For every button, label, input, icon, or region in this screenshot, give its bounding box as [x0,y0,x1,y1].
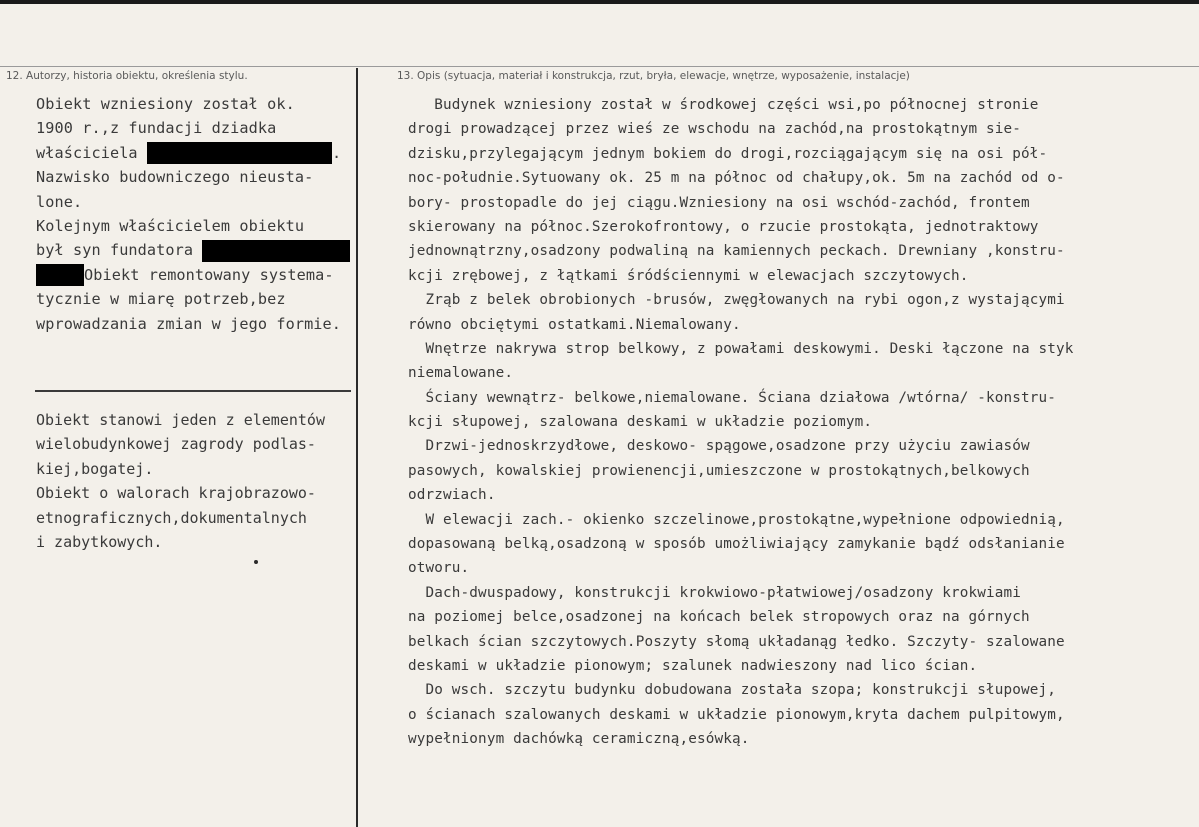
history-line: Nazwisko budowniczego nieusta- [36,168,314,187]
history-line-text: Obiekt remontowany systema- [84,265,334,284]
assessment-line: kiej,bogatej. [36,459,154,478]
description-line: Drzwi-jednoskrzydłowe, deskowo- spągowe,osadzone przy użyciu zawiasów [408,438,1030,455]
redaction-bar [147,142,332,164]
column-divider [356,68,358,827]
description-line: W elewacji zach.- okienko szczelinowe,prostokątne,wypełnione odpowiednią, [408,511,1065,528]
section-13-header: 13. Opis (sytuacja, materiał i konstrukcja, rzut, bryła, elewacje, wnętrze, wyposażenie, instalacje) [397,70,910,82]
assessment-line: Obiekt o walorach krajobrazowo- [36,484,316,503]
section-divider [35,390,351,392]
description-line: kcji słupowej, szalowana deskami w układzie poziomym. [408,414,873,431]
description-line: na poziomej belce,osadzonej na końcach belek stropowych oraz na górnych [408,609,1030,626]
description-line: deskami w układzie pionowym; szalunek nadwieszony nad lico ścian. [408,657,978,674]
description-line: jednownątrzny,osadzony podwaliną na kamiennych peckach. Drewniany ,konstru- [408,243,1065,260]
redaction-bar [202,240,350,262]
description-line: odrzwiach. [408,487,496,504]
description-line: wypełnionym dachówką ceramiczną,esówką. [408,731,750,748]
description-line: dopasowaną belką,osadzoną w sposób umożliwiający zamykanie bądź odsłanianie [408,536,1065,553]
description-line: Zrąb z belek obrobionych -brusów, zwęgłowanych na rybi ogon,z wystającymi [408,292,1065,309]
header-rule [0,66,1199,67]
history-line: lone. [36,192,83,211]
description-line: Ściany wewnątrz- belkowe,niemalowane. Ściana działowa /wtórna/ -konstru- [408,389,1057,406]
description-line: dzisku,przylegającym jednym bokiem do drogi,rozciągającym się na osi pół- [408,145,1048,162]
history-line: 1900 r.,z fundacji dziadka [36,119,277,138]
history-line [36,263,350,287]
description-line: skierowany na północ.Szerokofrontowy, o rzucie prostokąta, jednotraktowy [408,218,1039,235]
history-line: Kolejnym właścicielem obiektu [36,216,305,235]
assessment-line: etnograficznych,dokumentalnych [36,508,307,527]
top-border [0,0,1199,4]
history-line: Obiekt wzniesiony został ok. [36,95,295,113]
history-text [36,92,350,336]
history-line-text: właściciela [36,143,138,162]
assessment-text [36,408,325,554]
description-line: drogi prowadzącej przez wieś ze wschodu na zachód,na prostokątnym sie- [408,121,1022,138]
history-line-text: był syn fundatora [36,241,194,260]
redaction-bar [36,264,84,286]
description-text [408,93,1074,752]
description-line: belkach ścian szczytowych.Poszyty słomą układanąg łedko. Szczyty- szalowane [408,633,1065,650]
description-line: Do wsch. szczytu budynku dobudowana została szopa; konstrukcji słupowej, [408,682,1057,699]
history-line [36,238,350,262]
description-line: kcji zrębowej, z łątkami śródściennymi w elewacjach szczytowych. [408,267,969,284]
description-line: noc-południe.Sytuowany ok. 25 m na północ od chałupy,ok. 5m na zachód od o- [408,170,1065,187]
description-line: otworu. [408,560,470,577]
section-12-header: 12. Autorzy, historia obiektu, określenia stylu. [6,70,248,82]
ink-dot [254,560,258,564]
description-line: niemalowane. [408,365,514,382]
description-line: równo obciętymi ostatkami.Niemalowany. [408,316,741,333]
description-line: pasowych, kowalskiej prowienencji,umieszczone w prostokątnych,belkowych [408,462,1030,479]
assessment-line: i zabytkowych. [36,532,163,551]
description-line: Wnętrze nakrywa strop belkowy, z powałami deskowymi. Deski łączone na styk [408,340,1074,357]
description-line: Budynek wzniesiony został w środkowej części wsi,po północnej stronie [408,97,1039,113]
history-line: tycznie w miarę potrzeb,bez [36,290,286,309]
assessment-line: wielobudynkowej zagrody podlas- [36,435,316,454]
description-line: Dach-dwuspadowy, konstrukcji krokwiowo-płatwiowej/osadzony krokwiami [408,584,1022,601]
description-line: bory- prostopadle do jej ciągu.Wzniesiony na osi wschód-zachód, frontem [408,194,1030,211]
description-line: o ścianach szalowanych deskami w układzie pionowym,kryta dachem pulpitowym, [408,706,1065,723]
history-line: wprowadzania zmian w jego formie. [36,314,342,333]
assessment-line: Obiekt stanowi jeden z elementów [36,411,325,429]
history-line: właściciela . [36,141,350,165]
